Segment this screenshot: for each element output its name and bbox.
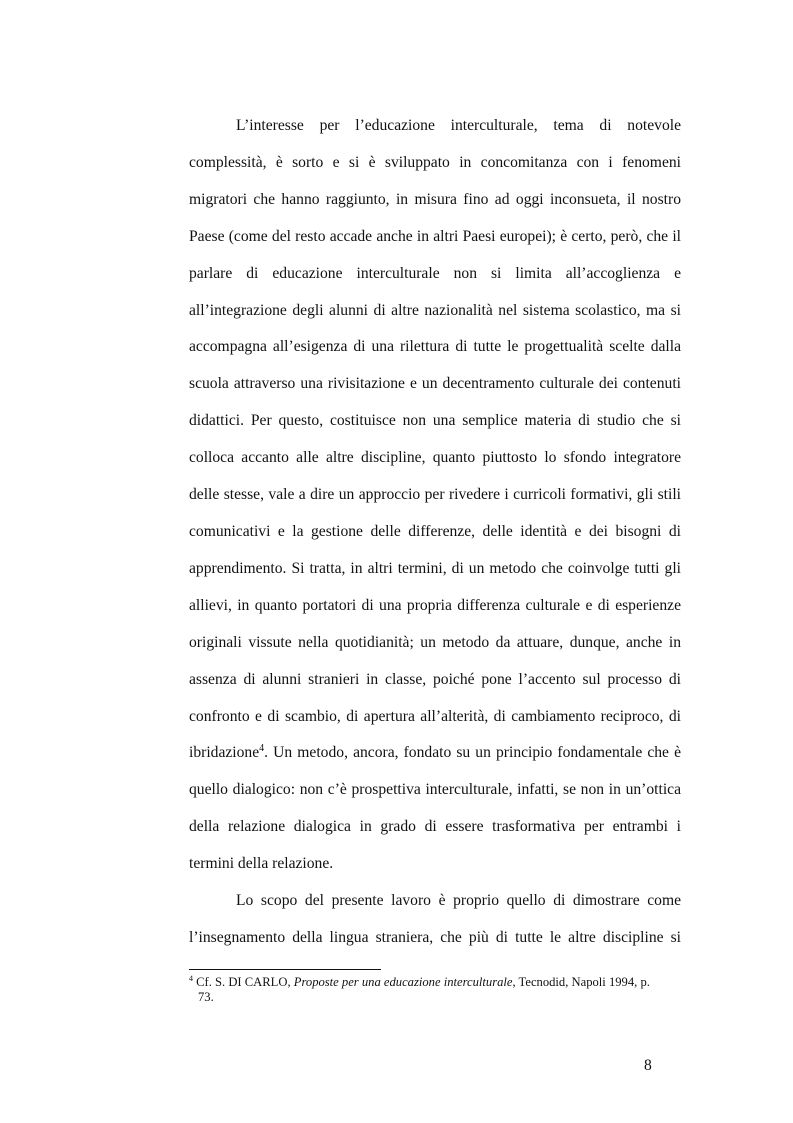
footnote-title: Proposte per una educazione interculturale [293,975,513,989]
footnote [189,975,682,1005]
paragraph-1-text: L’interesse per l’educazione interculturale, tema di notevole complessità, è sorto e si è sviluppato in concomitanza con i fenomeni migratori che hanno raggiunto, in misura fino ad oggi inconsueta, il nostro Paese (come del resto accade anche in altri Paesi europei); è certo, però, che il parlare di educazione interculturale non si limita all’accoglienza e all’integrazione degli alunni di altre nazionalità nel sistema scolastico, ma si accompagna all’esigenza di una rilettura di tutte le progettualità scelte dalla scuola attraverso una rivisitazione e un decentramento culturale dei contenuti didattici. Per questo, costituisce non una semplice materia di studio che si colloca accanto alle altre discipline, quanto piuttosto lo sfondo integratore delle stesse, vale a dire un approccio per rivedere i curricoli formativi, gli stili comunicativi e la gestione delle differenze, delle identità e dei bisogni di apprendimento. Si tratta, in altri termini, di un metodo che coinvolge tutti gli allievi, in quanto portatori di una propria differenza culturale e di esperienze originali vissute nella quotidianità; un metodo da attuare, dunque, anche in assenza di alunni stranieri in classe, poiché pone l’accento sul processo di confronto e di scambio, di apertura all’alterità, di cambiamento reciproco, di ibridazione [189,117,681,762]
paragraph-1 [189,108,681,883]
paragraph-2: Lo scopo del presente lavoro è proprio quello di dimostrare come l’insegnamento della lingua straniera, che più di tutte le altre discipline si [189,892,681,946]
body-text [189,108,681,957]
page-number: 8 [644,1057,652,1074]
footnote-separator [189,969,381,970]
footnote-number: 4 [189,973,193,983]
footnote-continuation: 73. [198,990,214,1004]
footnote-reference: 4 [259,743,265,755]
paragraph-1-text-continued: . Un metodo, ancora, fondato su un principio fondamentale che è quello dialogico: non c’è prospettiva interculturale, infatti, se non in un’ottica della relazione dialogica in grado di essere trasformativa per entrambi i termini della relazione. [189,744,681,873]
footnote-suffix: , Tecnodid, Napoli 1994, p. [512,975,650,989]
footnote-prefix: Cf. S. DI CARLO, [193,975,294,989]
